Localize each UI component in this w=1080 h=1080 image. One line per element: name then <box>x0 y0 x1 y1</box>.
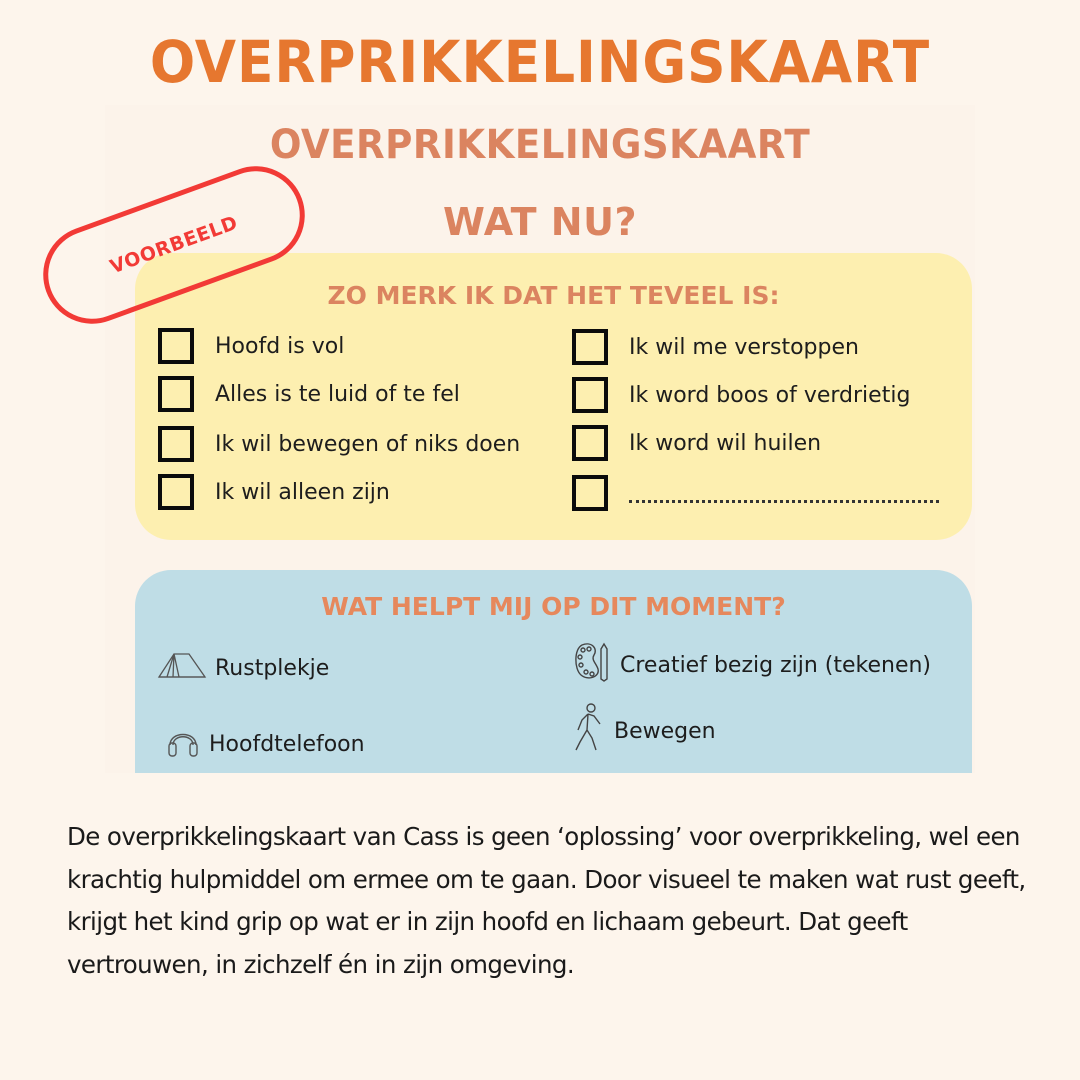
blank-fill-line[interactable] <box>629 499 939 503</box>
card-subtitle: WAT NU? <box>442 200 638 244</box>
checklist-label: Ik wil alleen zijn <box>215 479 390 505</box>
checkbox[interactable] <box>572 329 608 365</box>
palette-icon <box>572 641 612 689</box>
help-label: Hoofdtelefoon <box>209 731 365 757</box>
help-label: Rustplekje <box>215 655 330 681</box>
checklist-item[interactable] <box>158 376 460 412</box>
help-section <box>135 570 972 773</box>
checkbox[interactable] <box>158 474 194 510</box>
signals-section <box>135 253 972 540</box>
description-paragraph: De overprikkelingskaart van Cass is geen ‘oplossing’ voor overprikkeling, wel een krachtig hulpmiddel om ermee om te gaan. Door visueel te maken wat rust geeft, krijgt het kind grip op wat er in zijn hoofd en lichaam gebeurt. Dat geeft vertrouwen, in zichzelf én in zijn omgeving. <box>67 822 1026 979</box>
checklist-label: Ik wil me verstoppen <box>629 334 859 360</box>
checklist-item[interactable] <box>572 425 821 461</box>
checklist-label: Alles is te luid of te fel <box>215 381 460 407</box>
checkbox[interactable] <box>572 425 608 461</box>
checkbox[interactable] <box>158 426 194 462</box>
stamp-label: VOORBEELD <box>107 211 241 279</box>
help-item-bewegen <box>572 702 716 760</box>
checklist-item[interactable] <box>158 426 520 462</box>
signals-heading: ZO MERK IK DAT HET TEVEEL IS: <box>327 281 780 310</box>
help-heading: WAT HELPT MIJ OP DIT MOMENT? <box>321 592 786 621</box>
checklist-item[interactable] <box>158 328 344 364</box>
checklist-label: Ik word boos of verdrietig <box>629 382 911 408</box>
checkbox[interactable] <box>572 377 608 413</box>
page-title: OVERPRIKKELINGSKAART <box>149 28 931 96</box>
checklist-label: Ik word wil huilen <box>629 430 822 456</box>
checklist-item[interactable] <box>158 474 390 510</box>
tent-icon <box>157 650 207 686</box>
help-item-hoofdtelefoon <box>165 723 365 765</box>
checkbox[interactable] <box>158 328 194 364</box>
checklist-label: Ik wil bewegen of niks doen <box>215 431 521 457</box>
help-item-creatief <box>572 641 931 689</box>
help-label: Bewegen <box>614 718 716 744</box>
checklist-label: Hoofd is vol <box>215 333 345 359</box>
checkbox[interactable] <box>158 376 194 412</box>
help-label: Creatief bezig zijn (tekenen) <box>620 652 932 678</box>
help-item-rustplekje <box>157 650 329 686</box>
checklist-item[interactable] <box>572 377 910 413</box>
walking-person-icon <box>572 702 606 760</box>
card-title: OVERPRIKKELINGSKAART <box>269 122 811 168</box>
checklist-item-blank[interactable] <box>572 475 939 511</box>
checkbox[interactable] <box>572 475 608 511</box>
headphones-icon <box>165 723 201 765</box>
checklist-item[interactable] <box>572 329 859 365</box>
